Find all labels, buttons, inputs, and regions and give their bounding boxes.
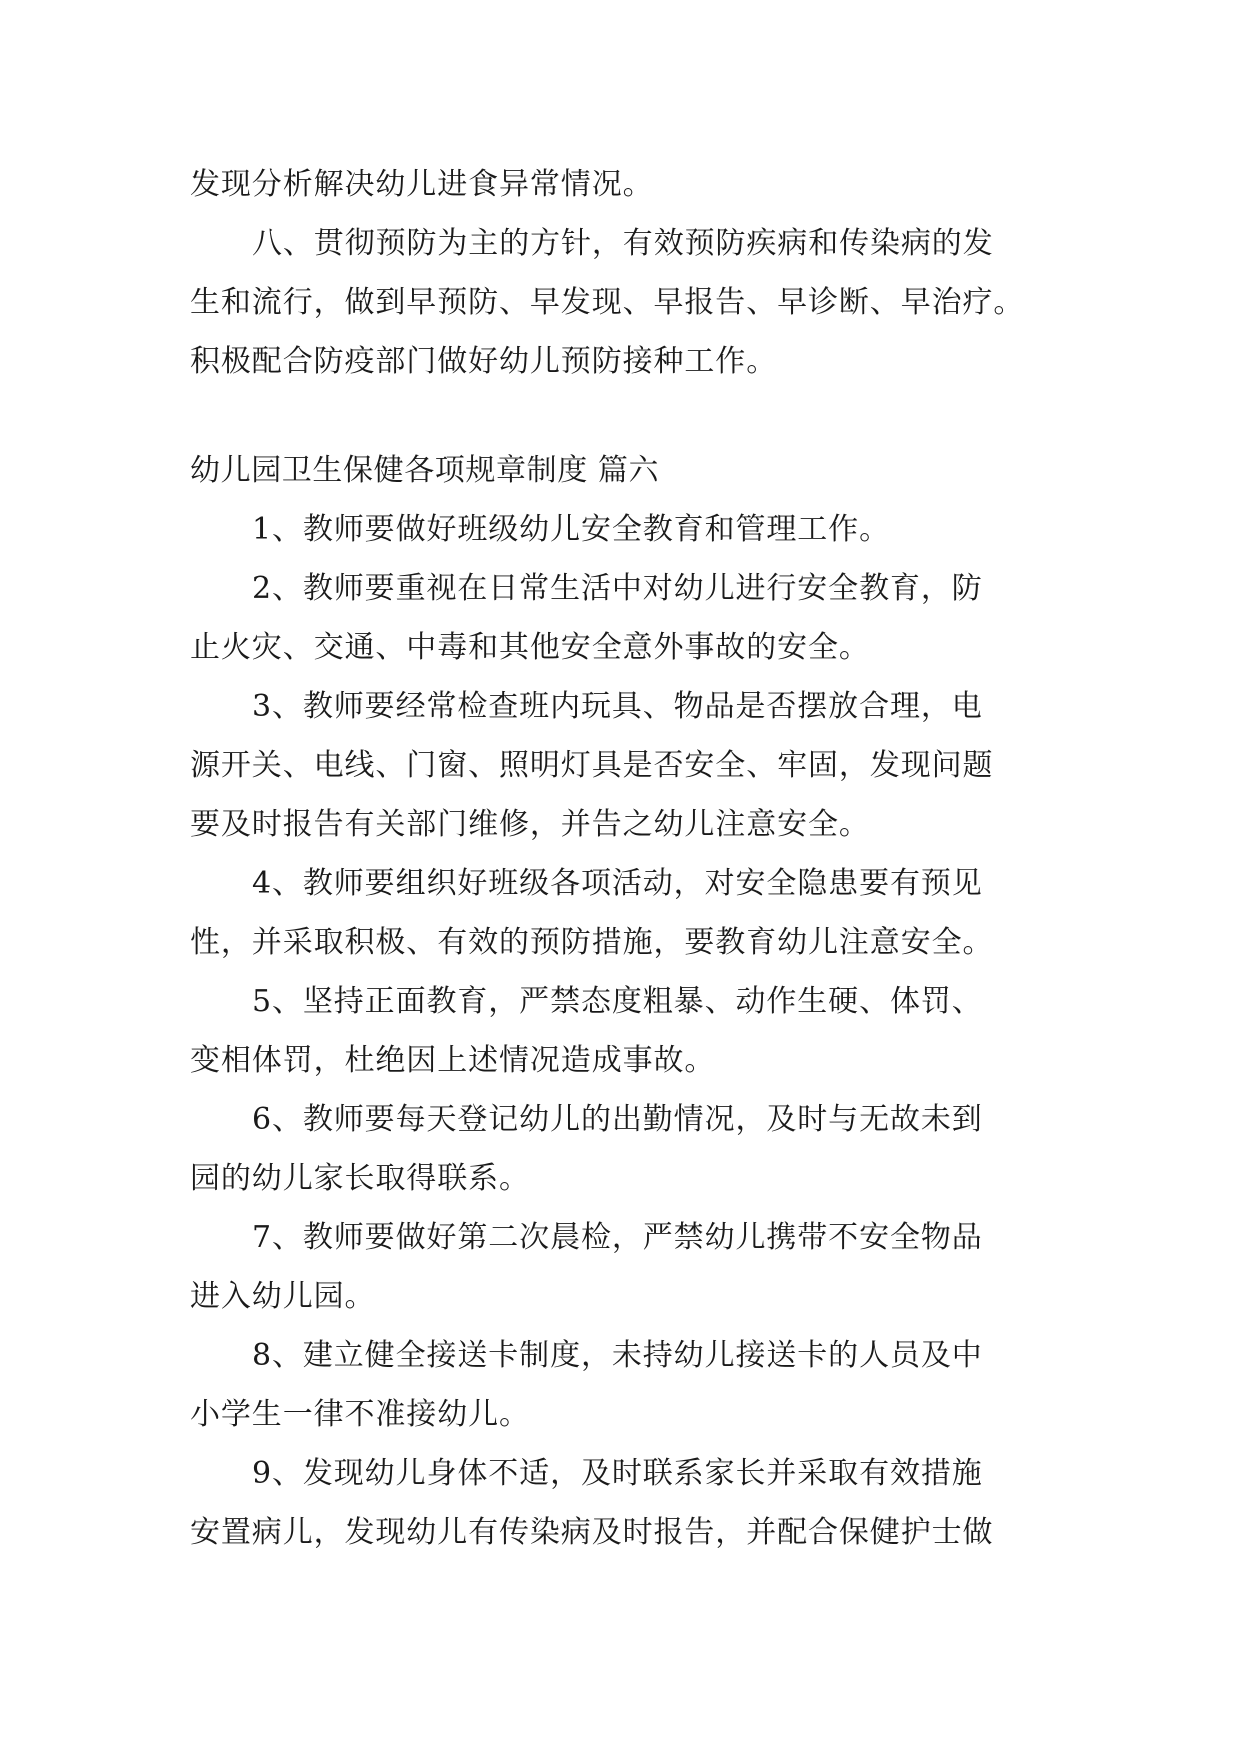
- document-page: [190, 155, 1060, 1562]
- paragraph-line: 2、教师要重视在日常生活中对幼儿进行安全教育，防: [252, 571, 983, 606]
- paragraph-line: 1、教师要做好班级幼儿安全教育和管理工作。: [252, 512, 890, 547]
- paragraph-line: 4、教师要组织好班级各项活动，对安全隐患要有预见: [252, 866, 983, 901]
- section-gap: [190, 391, 1060, 441]
- paragraph-line: 小学生一律不准接幼儿。: [190, 1397, 530, 1432]
- paragraph-line: 八、贯彻预防为主的方针，有效预防疾病和传染病的发: [252, 226, 994, 261]
- paragraph-line: 要及时报告有关部门维修，并告之幼儿注意安全。: [190, 807, 870, 842]
- paragraph-line: 积极配合防疫部门做好幼儿预防接种工作。: [190, 344, 778, 379]
- paragraph-line: 发现分析解决幼儿进食异常情况。: [190, 167, 654, 202]
- paragraph-line: 安置病儿，发现幼儿有传染病及时报告，并配合保健护士做: [190, 1515, 994, 1550]
- paragraph-line: 9、发现幼儿身体不适，及时联系家长并采取有效措施: [252, 1456, 983, 1491]
- paragraph-line: 变相体罚，杜绝因上述情况造成事故。: [190, 1043, 716, 1078]
- paragraph-line: 生和流行，做到早预防、早发现、早报告、早诊断、早治疗。: [190, 285, 1025, 320]
- paragraph-line: 源开关、电线、门窗、照明灯具是否安全、牢固，发现问题: [190, 748, 994, 783]
- paragraph-line: 进入幼儿园。: [190, 1279, 376, 1314]
- paragraph-line: 性，并采取积极、有效的预防措施，要教育幼儿注意安全。: [190, 925, 994, 960]
- paragraph-line: 5、坚持正面教育，严禁态度粗暴、动作生硬、体罚、: [252, 984, 983, 1019]
- paragraph-line: 3、教师要经常检查班内玩具、物品是否摆放合理，电: [252, 689, 983, 724]
- paragraph-line: 7、教师要做好第二次晨检，严禁幼儿携带不安全物品: [252, 1220, 983, 1255]
- paragraph-line: 园的幼儿家长取得联系。: [190, 1161, 530, 1196]
- paragraph-line: 8、建立健全接送卡制度，未持幼儿接送卡的人员及中: [252, 1338, 983, 1373]
- section-title: 幼儿园卫生保健各项规章制度 篇六: [190, 453, 660, 488]
- paragraph-line: 止火灾、交通、中毒和其他安全意外事故的安全。: [190, 630, 870, 665]
- paragraph-line: 6、教师要每天登记幼儿的出勤情况，及时与无故未到: [252, 1102, 983, 1137]
